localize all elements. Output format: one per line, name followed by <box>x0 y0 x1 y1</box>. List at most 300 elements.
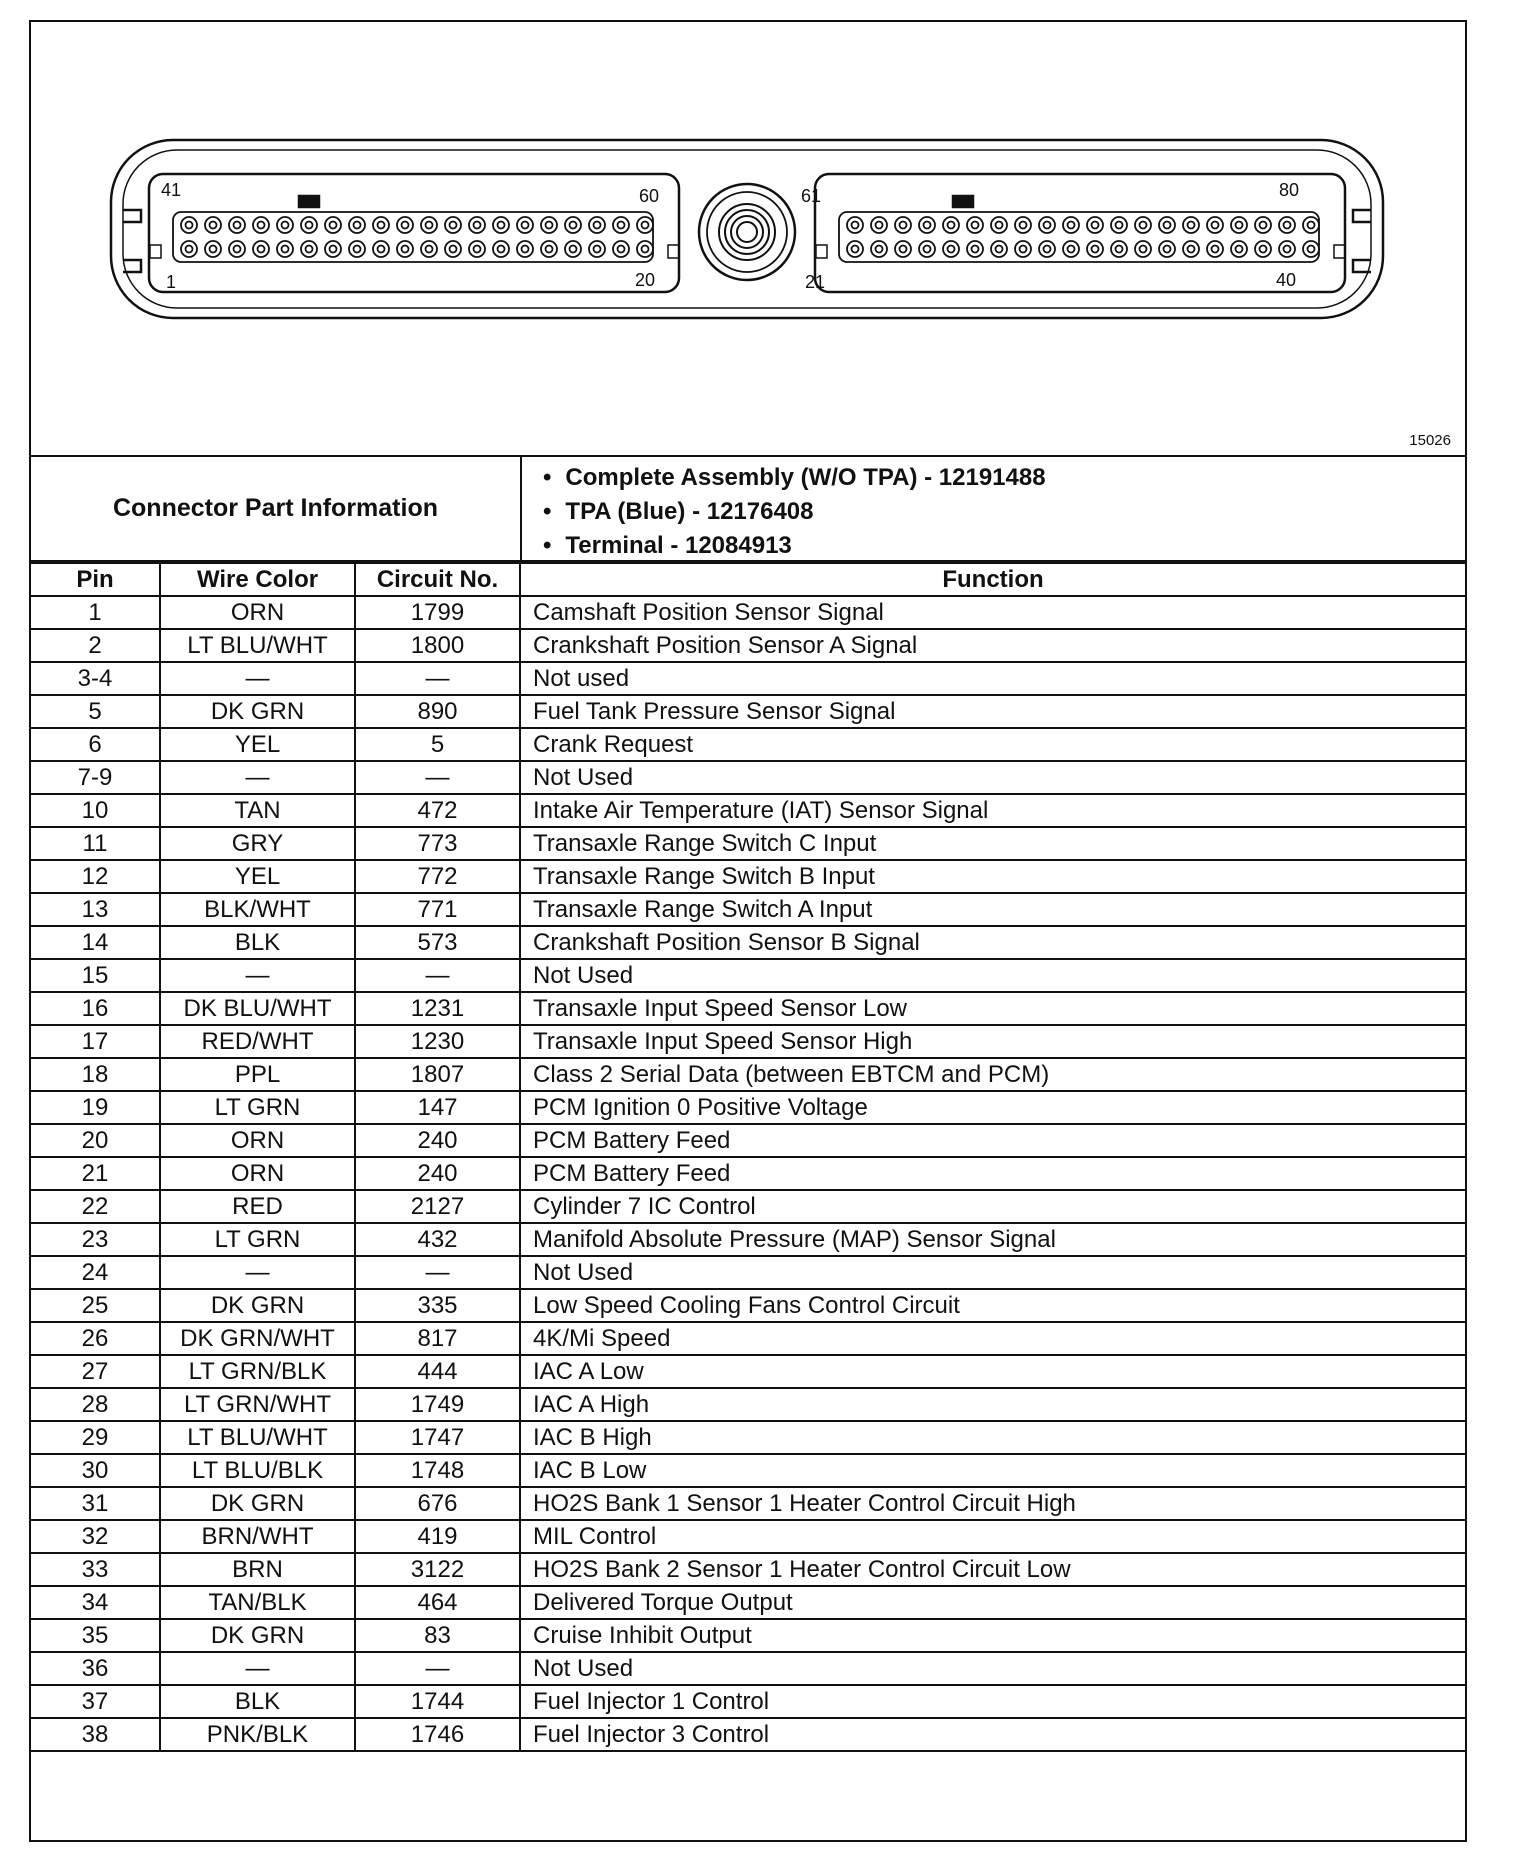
pin-hole <box>1231 241 1247 257</box>
pin-hole-center <box>378 222 385 229</box>
pin-hole-center <box>1068 246 1075 253</box>
pin-cell: 35 <box>31 1619 160 1652</box>
pin-hole-center <box>1116 246 1123 253</box>
pin-hole <box>469 241 485 257</box>
pin-hole <box>349 241 365 257</box>
pin-cell: 20 <box>31 1124 160 1157</box>
table-row <box>31 596 1465 629</box>
circuit-no-cell: 1800 <box>355 629 520 662</box>
pin-cell: 32 <box>31 1520 160 1553</box>
pin-hole <box>445 217 461 233</box>
pin-hole <box>1303 217 1319 233</box>
function-cell: IAC A High <box>520 1388 1465 1421</box>
pin-hole <box>397 241 413 257</box>
table-row <box>31 959 1465 992</box>
right-side-notch-a <box>816 245 827 258</box>
function-cell: Not Used <box>520 1256 1465 1289</box>
pin-hole-center <box>1188 246 1195 253</box>
table-row <box>31 629 1465 662</box>
pin-hole <box>1231 217 1247 233</box>
pin-cell: 22 <box>31 1190 160 1223</box>
pin-hole-center <box>210 246 217 253</box>
pin-cell: 28 <box>31 1388 160 1421</box>
pin-hole-center <box>642 222 649 229</box>
function-cell: Crankshaft Position Sensor B Signal <box>520 926 1465 959</box>
pin-hole <box>1111 217 1127 233</box>
function-cell: Transaxle Range Switch C Input <box>520 827 1465 860</box>
header-wire-color: Wire Color <box>160 563 355 596</box>
function-cell: HO2S Bank 1 Sensor 1 Heater Control Circuit High <box>520 1487 1465 1520</box>
table-row <box>31 1454 1465 1487</box>
function-cell: Fuel Injector 1 Control <box>520 1685 1465 1718</box>
function-cell: Transaxle Input Speed Sensor High <box>520 1025 1465 1058</box>
pin-hole <box>637 241 653 257</box>
wire-color-cell: BRN <box>160 1553 355 1586</box>
wire-color-cell: DK GRN <box>160 695 355 728</box>
pin-hole <box>1135 241 1151 257</box>
connector-diagram <box>31 22 1465 457</box>
circuit-no-cell: 1747 <box>355 1421 520 1454</box>
pin-hole-center <box>852 222 859 229</box>
left-bottom-end-label: 20 <box>635 270 656 290</box>
table-row <box>31 1256 1465 1289</box>
table-row <box>31 1553 1465 1586</box>
function-cell: PCM Battery Feed <box>520 1157 1465 1190</box>
left-side-notch-a <box>150 245 161 258</box>
pin-hole <box>613 217 629 233</box>
pin-hole <box>421 217 437 233</box>
pin-hole <box>1255 217 1271 233</box>
pin-hole <box>871 217 887 233</box>
pin-hole <box>493 241 509 257</box>
function-cell: Class 2 Serial Data (between EBTCM and PCM) <box>520 1058 1465 1091</box>
pin-hole-center <box>378 246 385 253</box>
pin-cell: 17 <box>31 1025 160 1058</box>
connector-sheet <box>29 20 1467 1842</box>
wire-color-cell: — <box>160 1256 355 1289</box>
wire-color-cell: TAN/BLK <box>160 1586 355 1619</box>
table-row <box>31 1355 1465 1388</box>
right-bottom-end-label: 40 <box>1276 270 1297 290</box>
pin-hole <box>847 217 863 233</box>
function-cell: Not Used <box>520 761 1465 794</box>
connector-part-info-label: Connector Part Information <box>31 457 522 560</box>
right-key-tab <box>953 196 973 207</box>
circuit-no-cell: 444 <box>355 1355 520 1388</box>
pin-cell: 3-4 <box>31 662 160 695</box>
function-cell: Transaxle Range Switch A Input <box>520 893 1465 926</box>
circuit-no-cell: 1749 <box>355 1388 520 1421</box>
circuit-no-cell: 773 <box>355 827 520 860</box>
pin-hole <box>1015 241 1031 257</box>
pin-hole <box>967 217 983 233</box>
pin-cell: 6 <box>31 728 160 761</box>
wire-color-cell: — <box>160 1652 355 1685</box>
wire-color-cell: BRN/WHT <box>160 1520 355 1553</box>
pin-hole <box>325 241 341 257</box>
pin-hole-center <box>450 222 457 229</box>
pin-hole-center <box>1044 246 1051 253</box>
pin-hole-center <box>900 246 907 253</box>
pin-cell: 19 <box>31 1091 160 1124</box>
circuit-no-cell: 240 <box>355 1124 520 1157</box>
left-top-start-label: 41 <box>161 180 182 200</box>
header-circuit-no: Circuit No. <box>355 563 520 596</box>
pin-hole <box>253 241 269 257</box>
pin-hole-center <box>1044 222 1051 229</box>
pin-hole <box>919 217 935 233</box>
wire-color-cell: ORN <box>160 596 355 629</box>
function-cell: IAC B High <box>520 1421 1465 1454</box>
pinout-table <box>31 562 1465 1752</box>
pin-cell: 31 <box>31 1487 160 1520</box>
table-row <box>31 1520 1465 1553</box>
pin-hole <box>1063 217 1079 233</box>
pin-hole <box>1111 241 1127 257</box>
pin-cell: 33 <box>31 1553 160 1586</box>
header-function: Function <box>520 563 1465 596</box>
pin-hole <box>181 217 197 233</box>
circuit-no-cell: 5 <box>355 728 520 761</box>
pin-hole <box>943 217 959 233</box>
circuit-no-cell: 335 <box>355 1289 520 1322</box>
wire-color-cell: YEL <box>160 728 355 761</box>
wire-color-cell: LT GRN/BLK <box>160 1355 355 1388</box>
pin-hole-center <box>498 246 505 253</box>
pin-hole-center <box>522 246 529 253</box>
pin-hole <box>1039 241 1055 257</box>
table-row <box>31 1190 1465 1223</box>
pin-hole-center <box>876 246 883 253</box>
function-cell: IAC A Low <box>520 1355 1465 1388</box>
right-latch <box>1353 210 1371 272</box>
pin-hole-center <box>234 246 241 253</box>
pin-hole-center <box>330 246 337 253</box>
pin-hole-center <box>642 246 649 253</box>
pin-hole <box>253 217 269 233</box>
pin-hole <box>613 241 629 257</box>
part-number-item: • Complete Assembly (W/O TPA) - 12191488 <box>543 461 1046 495</box>
wire-color-cell: BLK/WHT <box>160 893 355 926</box>
table-header-row <box>31 563 1465 596</box>
table-row <box>31 695 1465 728</box>
pin-cell: 16 <box>31 992 160 1025</box>
pin-hole <box>1183 241 1199 257</box>
wire-color-cell: LT GRN <box>160 1223 355 1256</box>
pin-hole-center <box>210 222 217 229</box>
table-row <box>31 1058 1465 1091</box>
table-row <box>31 761 1465 794</box>
pin-hole <box>1015 217 1031 233</box>
circuit-no-cell: 1231 <box>355 992 520 1025</box>
pin-cell: 36 <box>31 1652 160 1685</box>
circuit-no-cell: 3122 <box>355 1553 520 1586</box>
pin-hole-center <box>972 246 979 253</box>
function-cell: HO2S Bank 2 Sensor 1 Heater Control Circuit Low <box>520 1553 1465 1586</box>
function-cell: Crankshaft Position Sensor A Signal <box>520 629 1465 662</box>
pin-hole <box>1279 217 1295 233</box>
wire-color-cell: RED <box>160 1190 355 1223</box>
pin-hole <box>517 217 533 233</box>
pin-hole <box>1255 241 1271 257</box>
pin-cell: 26 <box>31 1322 160 1355</box>
function-cell: Crank Request <box>520 728 1465 761</box>
pin-hole <box>541 241 557 257</box>
function-cell: Fuel Tank Pressure Sensor Signal <box>520 695 1465 728</box>
right-pin-field <box>839 212 1319 262</box>
pin-hole <box>493 217 509 233</box>
pin-hole-center <box>258 246 265 253</box>
circuit-no-cell: 890 <box>355 695 520 728</box>
right-top-end-label: 80 <box>1279 180 1300 200</box>
function-cell: PCM Battery Feed <box>520 1124 1465 1157</box>
pin-hole-center <box>852 246 859 253</box>
pin-hole-center <box>402 246 409 253</box>
table-row <box>31 1223 1465 1256</box>
pin-hole <box>919 241 935 257</box>
pin-hole <box>991 241 1007 257</box>
pin-cell: 30 <box>31 1454 160 1487</box>
pin-hole <box>565 217 581 233</box>
table-row <box>31 1322 1465 1355</box>
pin-hole-center <box>546 246 553 253</box>
circuit-no-cell: 1230 <box>355 1025 520 1058</box>
pin-hole-center <box>1068 222 1075 229</box>
pin-hole <box>469 217 485 233</box>
function-cell: PCM Ignition 0 Positive Voltage <box>520 1091 1465 1124</box>
pin-hole <box>589 217 605 233</box>
pin-cell: 24 <box>31 1256 160 1289</box>
pin-cell: 18 <box>31 1058 160 1091</box>
table-row <box>31 728 1465 761</box>
right-top-start-label: 61 <box>801 186 822 206</box>
pin-cell: 29 <box>31 1421 160 1454</box>
center-bolt <box>699 184 795 280</box>
pin-hole <box>277 241 293 257</box>
left-latch <box>123 210 141 272</box>
table-row <box>31 860 1465 893</box>
wire-color-cell: DK GRN/WHT <box>160 1322 355 1355</box>
pin-cell: 13 <box>31 893 160 926</box>
circuit-no-cell: 432 <box>355 1223 520 1256</box>
left-key-tab <box>299 196 319 207</box>
table-row <box>31 1124 1465 1157</box>
pin-hole-center <box>618 222 625 229</box>
pin-hole-center <box>948 222 955 229</box>
pin-hole <box>277 217 293 233</box>
pin-hole-center <box>1020 246 1027 253</box>
wire-color-cell: LT BLU/BLK <box>160 1454 355 1487</box>
pin-hole <box>205 217 221 233</box>
pin-hole-center <box>1092 222 1099 229</box>
circuit-no-cell: 147 <box>355 1091 520 1124</box>
pin-hole <box>1063 241 1079 257</box>
function-cell: MIL Control <box>520 1520 1465 1553</box>
pin-hole <box>589 241 605 257</box>
pin-hole-center <box>426 246 433 253</box>
pin-hole-center <box>1260 222 1267 229</box>
table-row <box>31 1685 1465 1718</box>
pin-hole <box>1207 217 1223 233</box>
pin-hole-center <box>426 222 433 229</box>
part-number-item: • Terminal - 12084913 <box>543 529 1046 563</box>
pin-hole-center <box>1116 222 1123 229</box>
pin-hole <box>349 217 365 233</box>
pin-cell: 38 <box>31 1718 160 1751</box>
circuit-no-cell: 771 <box>355 893 520 926</box>
function-cell: Camshaft Position Sensor Signal <box>520 596 1465 629</box>
pin-hole-center <box>618 246 625 253</box>
table-row <box>31 1619 1465 1652</box>
pin-hole-center <box>354 246 361 253</box>
connector-face-drawing <box>31 22 1465 455</box>
wire-color-cell: DK GRN <box>160 1289 355 1322</box>
table-row <box>31 827 1465 860</box>
pin-hole <box>895 217 911 233</box>
function-cell: Intake Air Temperature (IAT) Sensor Signal <box>520 794 1465 827</box>
wire-color-cell: DK GRN <box>160 1487 355 1520</box>
pin-cell: 14 <box>31 926 160 959</box>
pin-hole <box>565 241 581 257</box>
pin-hole <box>1087 241 1103 257</box>
table-row <box>31 1157 1465 1190</box>
pin-hole <box>229 241 245 257</box>
wire-color-cell: GRY <box>160 827 355 860</box>
circuit-no-cell: — <box>355 959 520 992</box>
pin-hole-center <box>1188 222 1195 229</box>
pin-hole-center <box>924 246 931 253</box>
pin-hole-center <box>570 222 577 229</box>
pinout-table-body <box>31 596 1465 1751</box>
pin-hole-center <box>402 222 409 229</box>
table-row <box>31 1388 1465 1421</box>
wire-color-cell: — <box>160 761 355 794</box>
wire-color-cell: RED/WHT <box>160 1025 355 1058</box>
wire-color-cell: ORN <box>160 1157 355 1190</box>
wire-color-cell: DK BLU/WHT <box>160 992 355 1025</box>
pin-cell: 12 <box>31 860 160 893</box>
pin-hole <box>1159 217 1175 233</box>
pin-hole-center <box>1140 222 1147 229</box>
circuit-no-cell: 419 <box>355 1520 520 1553</box>
pin-hole-center <box>972 222 979 229</box>
right-side-notch-b <box>1334 245 1345 258</box>
table-row <box>31 1421 1465 1454</box>
pin-hole <box>181 241 197 257</box>
pin-cell: 1 <box>31 596 160 629</box>
pin-cell: 5 <box>31 695 160 728</box>
circuit-no-cell: 1807 <box>355 1058 520 1091</box>
header-pin: Pin <box>31 563 160 596</box>
left-pin-field <box>173 212 653 262</box>
function-cell: Transaxle Input Speed Sensor Low <box>520 992 1465 1025</box>
circuit-no-cell: 240 <box>355 1157 520 1190</box>
circuit-no-cell: 1744 <box>355 1685 520 1718</box>
right-bottom-start-label: 21 <box>805 272 826 292</box>
pin-cell: 27 <box>31 1355 160 1388</box>
pin-hole <box>967 241 983 257</box>
pin-hole-center <box>924 222 931 229</box>
pin-hole <box>847 241 863 257</box>
circuit-no-cell: 1748 <box>355 1454 520 1487</box>
pin-hole-center <box>1212 246 1219 253</box>
pin-hole <box>943 241 959 257</box>
pin-hole <box>1183 217 1199 233</box>
pin-hole-center <box>1284 222 1291 229</box>
pin-hole-center <box>522 222 529 229</box>
pin-cell: 23 <box>31 1223 160 1256</box>
table-row <box>31 1289 1465 1322</box>
pin-hole <box>871 241 887 257</box>
pin-hole <box>325 217 341 233</box>
wire-color-cell: BLK <box>160 926 355 959</box>
pin-hole <box>301 217 317 233</box>
pin-hole <box>637 217 653 233</box>
function-cell: 4K/Mi Speed <box>520 1322 1465 1355</box>
table-row <box>31 1487 1465 1520</box>
circuit-no-cell: 1746 <box>355 1718 520 1751</box>
table-row <box>31 1718 1465 1751</box>
wire-color-cell: PNK/BLK <box>160 1718 355 1751</box>
left-side-notch-b <box>668 245 679 258</box>
pin-cell: 21 <box>31 1157 160 1190</box>
pin-hole-center <box>996 222 1003 229</box>
wire-color-cell: ORN <box>160 1124 355 1157</box>
pin-hole <box>301 241 317 257</box>
pin-hole-center <box>1212 222 1219 229</box>
circuit-no-cell: 772 <box>355 860 520 893</box>
table-row <box>31 794 1465 827</box>
pin-hole <box>1159 241 1175 257</box>
connector-part-info <box>31 457 1465 562</box>
pin-hole-center <box>330 222 337 229</box>
pin-hole-center <box>354 222 361 229</box>
pin-hole-center <box>282 246 289 253</box>
pin-hole-center <box>306 246 313 253</box>
pin-hole-center <box>1284 246 1291 253</box>
pin-hole-center <box>1164 246 1171 253</box>
pin-hole <box>991 217 1007 233</box>
wire-color-cell: LT GRN <box>160 1091 355 1124</box>
pin-hole-center <box>546 222 553 229</box>
pin-hole-center <box>1164 222 1171 229</box>
pin-hole-center <box>186 246 193 253</box>
pin-cell: 25 <box>31 1289 160 1322</box>
pin-hole <box>1279 241 1295 257</box>
pin-hole <box>373 217 389 233</box>
table-row <box>31 992 1465 1025</box>
left-top-end-label: 60 <box>639 186 660 206</box>
pin-hole-center <box>594 246 601 253</box>
part-number-item: • TPA (Blue) - 12176408 <box>543 495 1046 529</box>
pin-hole <box>1303 241 1319 257</box>
pin-hole <box>517 241 533 257</box>
function-cell: Transaxle Range Switch B Input <box>520 860 1465 893</box>
pin-hole <box>1039 217 1055 233</box>
function-cell: Not Used <box>520 1652 1465 1685</box>
table-row <box>31 893 1465 926</box>
wire-color-cell: DK GRN <box>160 1619 355 1652</box>
pin-hole-center <box>594 222 601 229</box>
pin-cell: 11 <box>31 827 160 860</box>
wire-color-cell: PPL <box>160 1058 355 1091</box>
wire-color-cell: YEL <box>160 860 355 893</box>
pin-cell: 7-9 <box>31 761 160 794</box>
pin-hole <box>397 217 413 233</box>
circuit-no-cell: 2127 <box>355 1190 520 1223</box>
pin-cell: 10 <box>31 794 160 827</box>
pin-hole-center <box>900 222 907 229</box>
